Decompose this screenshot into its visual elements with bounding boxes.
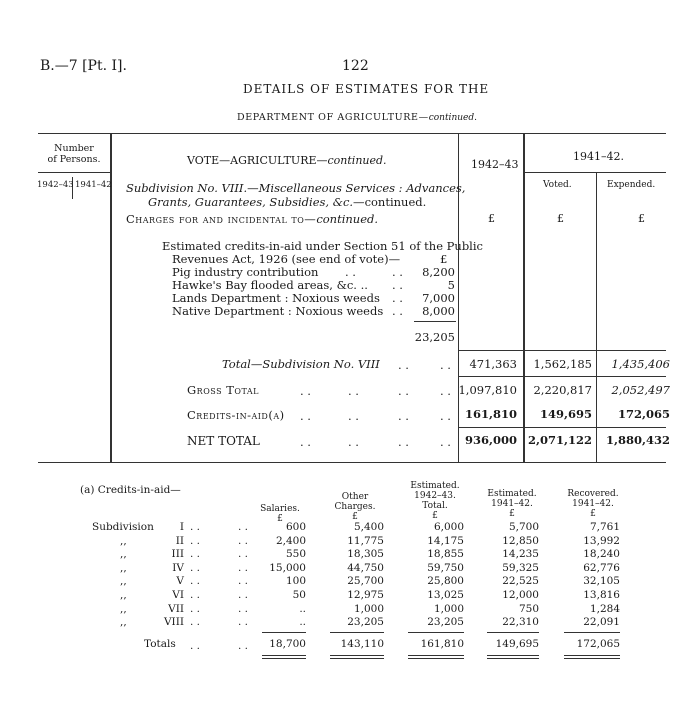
fn-row-other: 18,305 (347, 548, 384, 560)
credits-in-aid-label: Credits-in-aid(a) (187, 408, 285, 422)
row-dots: . . (190, 640, 201, 652)
row-dots: . . (300, 384, 311, 398)
fn-row-total: 13,025 (427, 589, 464, 601)
col-voted-right-rule (596, 172, 597, 463)
row-dots: . . (238, 589, 249, 601)
fn-rule-other (330, 632, 384, 633)
fn-ditto-mark: ,, (120, 562, 127, 574)
col-voted-header: Voted. (543, 180, 572, 190)
row-dots: . . (398, 435, 409, 449)
fn-row-estimated: 12,000 (502, 589, 539, 601)
fn-header-estimated-total: Estimated. 1942–43. Total. £ (410, 481, 460, 521)
fn-row-estimated: 22,525 (502, 575, 539, 587)
row-dots: . . (440, 409, 451, 423)
subdivision-heading-line1: Subdivision No. VIII.—Miscellaneous Services : Advances, (126, 181, 466, 195)
fn-total-est: 149,695 (495, 638, 539, 650)
fn-row-salaries: 2,400 (275, 535, 306, 547)
fn-row-recovered: 7,761 (589, 521, 620, 533)
fn-double-rule-salaries (262, 655, 306, 656)
row-dots: . . (300, 409, 311, 423)
fn-ditto-mark: ,, (120, 603, 127, 615)
credit-item-label: Pig industry contribution (172, 265, 319, 279)
table-bottom-rule (38, 462, 666, 463)
persons-header-rule (38, 172, 110, 173)
fn-row-total: 18,855 (427, 548, 464, 560)
fn-row-total: 59,750 (427, 562, 464, 574)
fn-row-total: 25,800 (427, 575, 464, 587)
table-top-rule (38, 133, 666, 134)
fn-double-rule-other (330, 655, 384, 656)
gross-total-label: Gross Total (187, 383, 259, 397)
fn-header-other: Other Charges. £ (334, 492, 376, 522)
credit-item-value: 8,200 (422, 265, 455, 279)
fn-row-roman: VII (168, 603, 184, 615)
row-dots: . . (300, 435, 311, 449)
fn-row-roman: VIII (163, 616, 184, 628)
fn-row-other: 25,700 (347, 575, 384, 587)
department-title: DEPARTMENT OF AGRICULTURE—continued. (237, 112, 477, 123)
fn-ditto-mark: ,, (120, 589, 127, 601)
row-dots: . . (190, 575, 201, 587)
fn-row-estimated: 5,700 (508, 521, 539, 533)
credits-intro-line1: Estimated credits-in-aid under Section 51 of the Public (162, 239, 483, 253)
fn-row-total: 1,000 (433, 603, 464, 615)
fn-rule-est (487, 632, 539, 633)
fn-subdivision-label: Subdivision (92, 521, 154, 533)
credit-item-dots: . . (345, 265, 356, 279)
fn-row-other: 11,775 (347, 535, 384, 547)
row-dots: . . (238, 575, 249, 587)
credit-item-dots: . . (392, 278, 403, 292)
fn-row-salaries: 100 (285, 575, 306, 587)
row-dots: . . (348, 409, 359, 423)
fn-rule-total (408, 632, 464, 633)
row-dots: . . (190, 589, 201, 601)
fn-row-salaries: 15,000 (269, 562, 306, 574)
vote-title: VOTE—AGRICULTURE—continued. (187, 154, 387, 167)
credits-intro-line2: Revenues Act, 1926 (see end of vote)— (172, 252, 401, 266)
fn-header-recovered: Recovered. 1941–42. £ (567, 489, 619, 519)
fn-row-roman: IV (172, 562, 184, 574)
fn-ditto-mark: ,, (120, 575, 127, 587)
fn-row-salaries: 50 (292, 589, 306, 601)
fn-row-total: 23,205 (427, 616, 464, 628)
net-total-voted: 2,071,122 (527, 433, 592, 447)
row-dots: . . (398, 409, 409, 423)
fn-row-roman: V (176, 575, 184, 587)
years-header-rule (524, 172, 666, 173)
row-dots: . . (238, 521, 249, 533)
fn-total-other: 143,110 (340, 638, 384, 650)
fn-ditto-mark: ,, (120, 548, 127, 560)
credit-item-value: 7,000 (422, 291, 455, 305)
fn-double-rule-rec (564, 655, 620, 656)
currency-expended: £ (638, 212, 645, 225)
fn-row-estimated: 59,325 (502, 562, 539, 574)
fn-row-recovered: 22,091 (583, 616, 620, 628)
net-total-1942: 936,000 (464, 433, 517, 447)
fn-double-rule-total (408, 655, 464, 656)
row-dots: . . (190, 535, 201, 547)
fn-row-estimated: 12,850 (502, 535, 539, 547)
credits-total-value: 23,205 (414, 330, 455, 344)
fn-row-other: 12,975 (347, 589, 384, 601)
fn-row-roman: III (171, 548, 184, 560)
credit-item-dots: . . (392, 265, 403, 279)
fn-row-recovered: 32,105 (583, 575, 620, 587)
gross-rule (458, 376, 666, 377)
fn-rule-rec (564, 632, 620, 633)
credit-item-label: Lands Department : Noxious weeds (172, 291, 380, 305)
fn-header-salaries: Salaries. £ (260, 504, 300, 524)
credit-item-label: Hawke's Bay flooded areas, &c. .. (172, 278, 368, 292)
currency-voted: £ (557, 212, 564, 225)
subdivision-total-label: Total—Subdivision No. VIII (222, 357, 380, 371)
report-reference: B.—7 [Pt. I]. (40, 58, 127, 74)
credits-in-aid-1942: 161,810 (464, 407, 517, 421)
subdivision-total-1942: 471,363 (469, 357, 517, 371)
charges-heading: Charges for and incidental to—continued. (126, 212, 379, 226)
credit-item-value: 8,000 (422, 304, 455, 318)
credits-in-aid-voted: 149,695 (539, 407, 592, 421)
credit-item-label: Native Department : Noxious weeds (172, 304, 384, 318)
fn-ditto-mark: ,, (120, 616, 127, 628)
row-dots: . . (190, 548, 201, 560)
row-dots: . . (238, 640, 249, 652)
fn-row-recovered: 13,992 (583, 535, 620, 547)
row-dots: . . (190, 603, 201, 615)
fn-row-recovered: 18,240 (583, 548, 620, 560)
fn-ditto-mark: ,, (120, 535, 127, 547)
subdivision-total-expended: 1,435,406 (611, 357, 670, 371)
fn-row-total: 6,000 (433, 521, 464, 533)
row-dots: . . (348, 384, 359, 398)
row-dots: . . (440, 435, 451, 449)
row-dots: . . (238, 562, 249, 574)
col-expended-header: Expended. (607, 180, 656, 190)
net-total-label: NET TOTAL (187, 434, 260, 448)
fn-row-estimated: 22,310 (502, 616, 539, 628)
persons-year-1942: 1942–43 (37, 180, 74, 190)
credits-currency: £ (440, 252, 448, 266)
persons-header: Number of Persons. (47, 143, 101, 165)
fn-rule-salaries (262, 632, 306, 633)
fn-double-rule-est (487, 655, 539, 656)
page-number: 122 (342, 58, 369, 74)
fn-total-rec: 172,065 (576, 638, 620, 650)
fn-row-roman: I (179, 521, 184, 533)
persons-year-1941: 1941–42 (75, 180, 112, 190)
fn-row-salaries: .. (299, 616, 306, 628)
gross-total-voted: 2,220,817 (533, 383, 592, 397)
fn-row-roman: II (175, 535, 184, 547)
col-1942-header: 1942–43 (471, 158, 519, 171)
credits-sum-rule (414, 321, 456, 322)
subdivision-heading-line2: Grants, Guarantees, Subsidies, &c.—continued. (148, 195, 427, 209)
page-title: DETAILS OF ESTIMATES FOR THE (243, 82, 490, 96)
subtotal-rule (458, 350, 666, 351)
currency-1942: £ (488, 212, 495, 225)
fn-row-recovered: 1,284 (589, 603, 620, 615)
credits-in-aid-expended: 172,065 (617, 407, 670, 421)
row-dots: . . (238, 548, 249, 560)
subdivision-total-voted: 1,562,185 (533, 357, 592, 371)
row-dots: . . (348, 435, 359, 449)
row-dots: . . (398, 358, 409, 372)
fn-row-estimated: 750 (518, 603, 539, 615)
row-dots: . . (190, 562, 201, 574)
fn-row-salaries: 550 (285, 548, 306, 560)
row-dots: . . (238, 616, 249, 628)
credit-item-dots: . . (392, 304, 403, 318)
fn-row-estimated: 14,235 (502, 548, 539, 560)
fn-row-other: 44,750 (347, 562, 384, 574)
col-1941-header: 1941–42. (573, 150, 624, 163)
row-dots: . . (398, 384, 409, 398)
row-dots: . . (440, 384, 451, 398)
fn-row-recovered: 62,776 (583, 562, 620, 574)
row-dots: . . (238, 535, 249, 547)
fn-total-total: 161,810 (420, 638, 464, 650)
fn-row-salaries: .. (299, 603, 306, 615)
net-rule (458, 427, 666, 428)
gross-total-expended: 2,052,497 (611, 383, 670, 397)
fn-row-other: 1,000 (353, 603, 384, 615)
fn-header-estimated-1941: Estimated. 1941–42. £ (487, 489, 537, 519)
row-dots: . . (190, 616, 201, 628)
credit-item-dots: . . (392, 291, 403, 305)
fn-total-salaries: 18,700 (269, 638, 306, 650)
fn-row-other: 23,205 (347, 616, 384, 628)
row-dots: . . (238, 603, 249, 615)
fn-row-recovered: 13,816 (583, 589, 620, 601)
col-1942-right-rule (523, 133, 525, 463)
row-dots: . . (440, 358, 451, 372)
net-total-expended: 1,880,432 (605, 433, 670, 447)
fn-totals-label: Totals (144, 638, 176, 650)
footnote-title: (a) Credits-in-aid— (80, 484, 181, 496)
fn-row-total: 14,175 (427, 535, 464, 547)
fn-row-roman: VI (172, 589, 184, 601)
gross-total-1942: 1,097,810 (458, 383, 517, 397)
fn-row-salaries: 600 (285, 521, 306, 533)
row-dots: . . (190, 521, 201, 533)
credit-item-value: 5 (447, 278, 455, 292)
fn-row-other: 5,400 (353, 521, 384, 533)
